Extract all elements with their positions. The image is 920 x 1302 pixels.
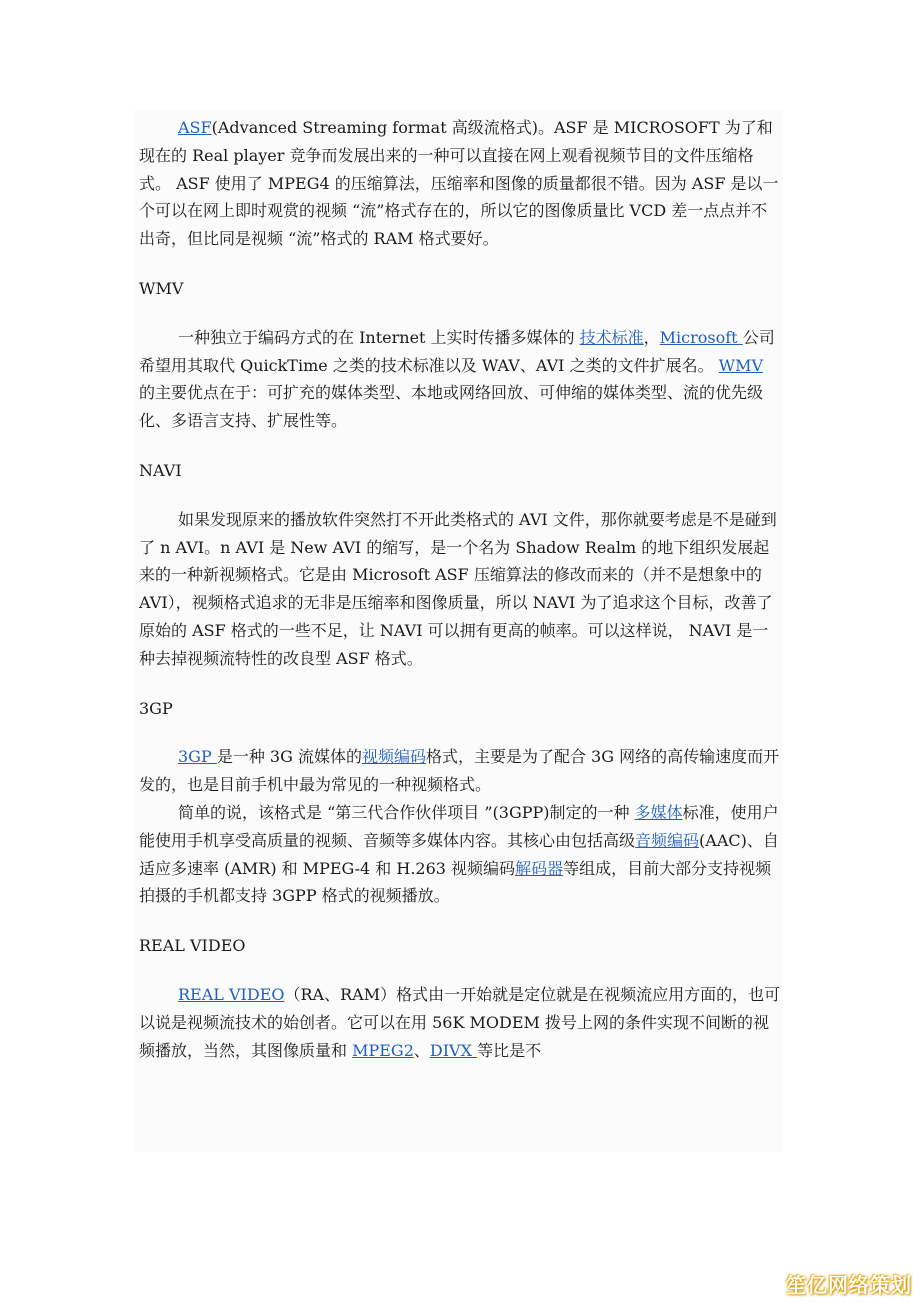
wmv-text-2: ， [643,327,660,347]
3gp-p2-text-1: 简单的说，该格式是 “第三代合作伙伴项目 ”(3GPP)制定的一种 [178,802,635,822]
real-video-heading: REAL VIDEO [139,936,246,956]
3gp-heading: 3GP [139,698,173,718]
multimedia-link[interactable]: 多媒体 [634,802,683,822]
audio-codec-link[interactable]: 音频编码 [635,830,700,850]
real-text-3: 等比是不 [477,1040,542,1060]
asf-link[interactable]: ASF [178,118,212,137]
3gp-paragraph [139,743,781,799]
wmv-paragraph [139,324,781,435]
decoder-link[interactable]: 解码器 [515,858,564,878]
navi-paragraph: 如果发现原来的播放软件突然打不开此类格式的 AVI 文件，那你就要考虑是不是碰到了 n AVI。n AVI 是 New AVI 的缩写，是一个名为 Shadow Realm 的地下组织发展起来的一种新视频格式。它是由 Microsoft ASF 压缩算法的修改而来的（并不是想象中的 AVI），视频格式追求的无非是压缩率和图像质量，所以 NAVI 为了追求这个目标，改善了原始的 ASF 格式的一些不足，让 NAVI 可以拥有更高的帧率。可以这样说， NAVI 是一种去掉视频流特性的改良型 ASF 格式。 [139,509,777,668]
real-video-paragraph [139,981,781,1064]
wmv-heading: WMV [139,278,184,298]
tech-standard-link[interactable]: 技术标准 [579,327,644,347]
wmv-text-1: 一种独立于编码方式的在 Internet 上实时传播多媒体的 [178,327,580,347]
video-codec-link[interactable]: 视频编码 [361,747,426,767]
real-video-link[interactable]: REAL VIDEO [178,984,285,1004]
3gp-p2-text-3: (AAC)、自适应多速率 (AMR) 和 MPEG-4 和 H.263 视频编码 [139,830,779,878]
3gp-p2-text-2: 标准，使用户能使用手机享受高质量的视频、音频等多媒体内容。其核心由包括高级 [139,802,779,850]
wmv-text-3: 公司希望用其取代 QuickTime 之类的技术标准以及 WAV、AVI 之类的文件扩展名。 [139,327,775,375]
3gp-text-1: 是一种 3G 流媒体的 [216,747,362,767]
3gp-link[interactable]: 3GP [178,747,217,767]
wmv-text-4: 的主要优点在于：可扩充的媒体类型、本地或网络回放、可伸缩的媒体类型、流的优先级化、多语言支持、扩展性等。 [139,383,764,431]
mpeg2-link[interactable]: MPEG2 [352,1040,414,1060]
microsoft-link[interactable]: Microsoft [659,327,743,347]
divx-link[interactable]: DIVX [429,1040,478,1060]
3gp-p2-text-4: 等组成，目前大部分支持视频拍摄的手机都支持 3GPP 格式的视频播放。 [139,858,772,906]
navi-heading: NAVI [139,460,182,480]
3gp-text-2: 格式，主要是为了配合 3G 网络的高传输速度而开发的，也是目前手机中最为常见的一种视频格式。 [139,747,780,795]
wmv-link[interactable]: WMV [718,355,764,375]
real-text-2: 、 [413,1040,430,1060]
3gp-paragraph-2 [139,799,781,910]
asf-paragraph [139,114,781,253]
document-body [139,114,781,1064]
watermark-logo: 笙亿网络策划 [786,1273,912,1297]
asf-text: (Advanced Streaming format 高级流格式)。ASF 是 MICROSOFT 为了和现在的 Real player 竞争而发展出来的一种可以直接在网上观看视频节目的文件压缩格式。 ASF 使用了 MPEG4 的压缩算法，压缩率和图像的质量都很不错。因为 ASF 是以一个可以在网上即时观赏的视频 “流”格式存在的，所以它的图像质量比 VCD 差一点点并不出奇，但比同是视频 “流”格式的 RAM 格式要好。 [139,118,779,249]
real-text-1: （RA、RAM）格式由一开始就是定位就是在视频流应用方面的，也可以说是视频流技术的始创者。它可以在用 56K MODEM 拨号上网的条件实现不间断的视频播放，当然，其图像质量和 [139,984,781,1060]
